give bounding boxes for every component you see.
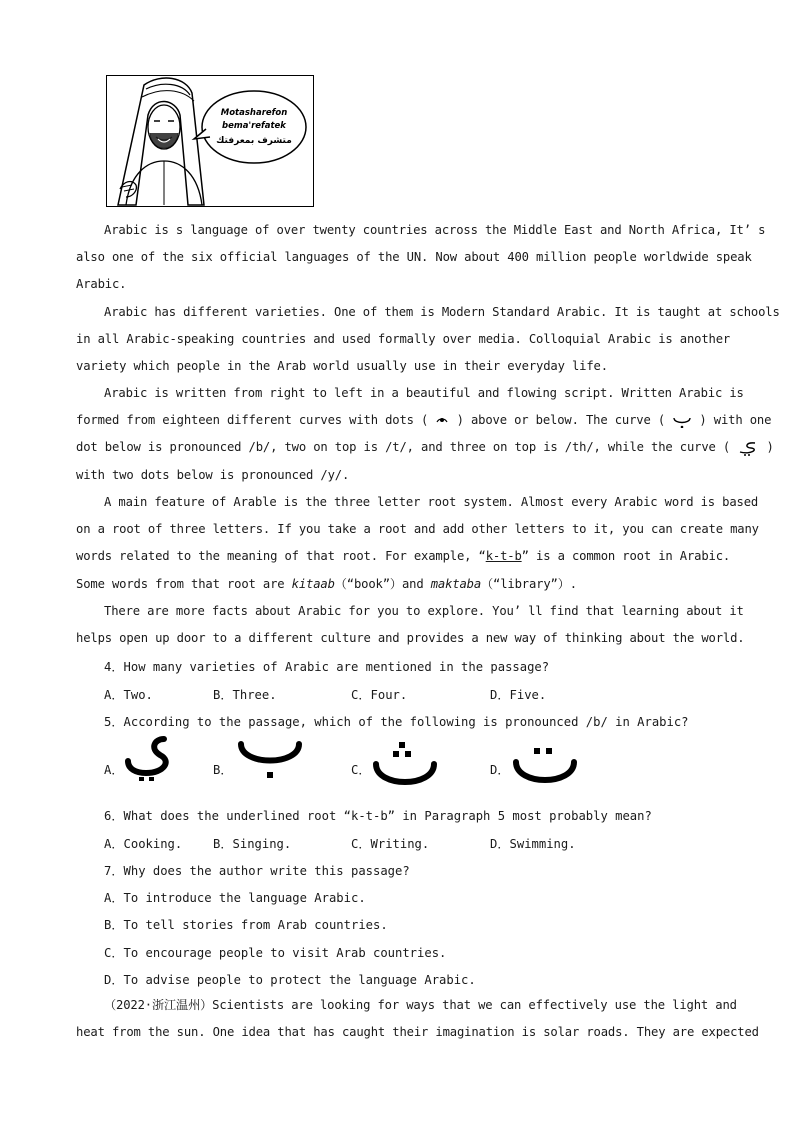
paragraph-1-line-3: Arabic. [76,277,127,292]
question-4-stem: 4．How many varieties of Arabic are mentioned in the passage? [104,660,550,674]
paragraph-5 [76,598,745,652]
paragraph-4-line-4-b: （“book”）and [334,576,431,591]
question-5-option-c[interactable]: C． [351,763,371,777]
question-6-option-d[interactable]: D．Swimming. [490,837,576,851]
word-maktaba: maktaba [430,576,482,591]
paragraph-4-line-4-c: （“library”）. [481,576,577,591]
underlined-root: k-t-b [485,549,522,564]
bubble-line-2: bema'refatek [222,121,286,131]
arabic-letter-ba-text: ب [237,738,238,739]
paragraph-4-line-4-a: Some words from that root are [76,576,292,591]
curve-b-icon [672,414,692,428]
paragraph-3-line-1: Arabic is written from right to left in a beautiful and flowing script. Written Arabic is [104,386,744,400]
next-passage-line-2: heat from the sun. One idea that has caught their imagination is solar roads. They are expected [76,1025,759,1040]
arabic-letter-ya [124,735,180,785]
illustration-drawing [106,75,314,207]
arabic-letter-tha-glyph [372,738,438,792]
arabic-letter-ba-glyph [237,738,303,780]
paragraph-4-line-4 [76,571,718,598]
question-6-option-a[interactable]: A．Cooking. [104,837,183,851]
paragraph-3-line-2-a: formed from eighteen different curves with dots ( [76,413,429,428]
question-7-option-b[interactable]: B．To tell stories from Arab countries. [104,918,388,932]
arabic-letter-ba [237,738,303,784]
question-4-option-c[interactable]: C．Four. [351,688,408,702]
question-5-option-b[interactable]: B． [213,763,233,777]
paragraph-3-line-4: with two dots below is pronounced /y/. [76,467,350,482]
question-6-option-b[interactable]: B．Singing. [213,837,292,851]
curve-y-icon [737,440,759,456]
question-5-option-d[interactable]: D． [490,763,510,777]
paragraph-3-line-3 [76,434,774,461]
paragraph-1-line-1: Arabic is s language of over twenty countries across the Middle East and North Africa, It’ s [104,223,766,237]
paragraph-4-line-3-a: words related to the meaning of that root. For example, “ [76,549,486,564]
paragraph-4-line-2: on a root of three letters. If you take a root and add other letters to it, you can create many [76,522,759,537]
arabic-letter-tha [372,738,438,796]
paragraph-1 [76,217,766,299]
question-5-stem: 5．According to the passage, which of the following is pronounced /b/ in Arabic? [104,715,689,729]
question-7-option-a[interactable]: A．To introduce the language Arabic. [104,891,366,905]
question-6-stem: 6．What does the underlined root “k-t-b” in Paragraph 5 most probably mean? [104,809,652,823]
question-4-option-b[interactable]: B．Three. [213,688,277,702]
bubble-line-1: Motasharefon [220,108,288,118]
paragraph-1-line-2: also one of the six official languages of the UN. Now about 400 million people worldwide speak [76,250,752,265]
paragraph-3-line-2-c: ) with one [699,413,772,428]
question-4-option-a[interactable]: A．Two. [104,688,153,702]
next-passage [76,992,759,1046]
paragraph-3-line-2-b: ) above or below. The curve ( [456,413,665,428]
paragraph-2-line-3: variety which people in the Arab world usually use in their everyday life. [76,359,608,374]
paragraph-3-line-3-a: dot below is pronounced /b/, two on top is /t/, and three on top is /th/, while the curve ( [76,440,731,455]
paragraph-5-line-1: There are more facts about Arabic for you to explore. You’ ll find that learning about it [104,604,744,618]
bubble-line-3: متشرف بمعرفتك [216,136,292,146]
question-6-option-c[interactable]: C．Writing. [351,837,430,851]
paragraph-2 [76,299,780,381]
paragraph-2-line-2: in all Arabic-speaking countries and used formally over media. Colloquial Arabic is another [76,332,731,347]
paragraph-3-line-3-b: ) [766,440,774,455]
question-7-option-d[interactable]: D．To advise people to protect the language Arabic. [104,973,476,987]
paragraph-4 [76,489,759,598]
question-7-option-c[interactable]: C．To encourage people to visit Arab countries. [104,946,447,960]
question-4-option-d[interactable]: D．Five. [490,688,547,702]
arabic-letter-tha-text: ث [372,738,373,739]
next-passage-line-1: （2022·浙江温州）Scientists are looking for ways that we can effectively use the light and [104,998,737,1012]
arabic-letter-ta [512,744,578,794]
paragraph-3-line-2 [76,407,772,434]
arabic-letter-ya-glyph [124,735,180,781]
question-7-stem: 7．Why does the author write this passage? [104,864,410,878]
paragraph-4-line-1: A main feature of Arable is the three letter root system. Almost every Arabic word is based [104,495,759,509]
dot-symbol-icon [435,414,449,428]
paragraph-2-line-1: Arabic has different varieties. One of them is Modern Standard Arabic. It is taught at schools [104,305,780,319]
paragraph-3 [76,380,774,489]
arabic-letter-ta-glyph [512,744,578,790]
paragraph-4-line-3 [76,543,731,570]
arab-man-illustration [106,75,314,207]
arabic-letter-ya-text: ي [124,735,125,736]
paragraph-5-line-2: helps open up door to a different culture and provides a new way of thinking about the world. [76,631,745,646]
paragraph-4-line-3-b: ” is a common root in Arabic. [521,549,731,564]
word-kitaab: kitaab [291,576,335,591]
question-5-option-a[interactable]: A． [104,763,124,777]
arabic-letter-ta-text: ت [512,744,513,745]
